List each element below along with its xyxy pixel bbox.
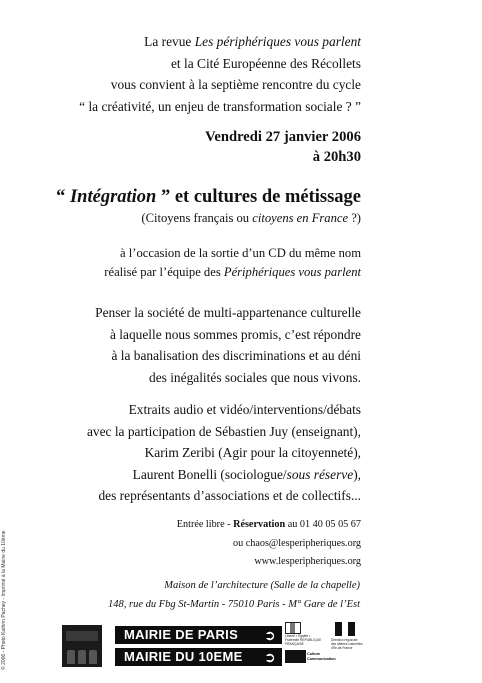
venue-name: Maison de l’architecture (Salle de la chapelle) (164, 580, 360, 591)
extraits-line-2: avec la participation de Sébastien Juy (enseignant), (86, 423, 361, 439)
intro-line-2: et la Cité Européenne des Récollets (170, 55, 361, 71)
cd-paragraph (104, 244, 361, 282)
intro-block (79, 31, 361, 117)
revue-name: Les périphériques vous parlent (194, 34, 361, 49)
extraits-paragraph (87, 399, 361, 507)
extraits-line-1: Extraits audio et vidéo/interventions/débats (128, 402, 361, 417)
event-date (205, 127, 361, 167)
event-subtitle: (Citoyens français ou citoyens en France ?) (141, 211, 361, 225)
penser-paragraph (95, 302, 361, 388)
marianne-icon (285, 622, 301, 634)
extraits-line-4: Laurent Bonelli (sociologue/sous réserve), (132, 466, 361, 482)
cd-line-2: réalisé par l’équipe des Périphériques vous parlent (104, 265, 361, 279)
cite-recollets-logo (62, 625, 102, 667)
venue-address: 148, rue du Fbg St-Martin - 75010 Paris - M° Gare de l’Est (108, 598, 360, 610)
extraits-line-3: Karim Zeribi (Agir pour la citoyenneté), (144, 445, 361, 460)
culture-communication-logo: Liberté • Égalité • Fraternité RÉPUBLIQUE FRANÇAISE Culture Communication (285, 620, 329, 664)
intro-line-4: “ la créativité, un enjeu de transformation sociale ? ” (79, 98, 361, 114)
event-day: Vendredi 27 janvier 2006 (205, 129, 361, 145)
reservation-label: Réservation (233, 519, 286, 530)
event-time: à 20h30 (312, 149, 361, 165)
photo-credit: © 2006 - Photo Kathrin Pachey - Imprimé à la Mairie du 10ème (1, 530, 7, 670)
mairie-arrow-icon: ➲ (263, 649, 277, 665)
penser-line-1: Penser la société de multi-appartenance culturelle (95, 305, 361, 320)
cd-line-1: à l’occasion de la sortie d’un CD du même nom (120, 246, 361, 260)
event-title: “ Intégration ” et cultures de métissage (56, 187, 361, 207)
contact-email[interactable]: ou chaos@lesperipheriques.org (232, 537, 361, 549)
mairie-du-10eme-logo: MAIRIE DU 10EME ➲ (115, 648, 282, 666)
republique-francaise-logo: Direction régionale des affaires culturelles d’Île-de-France (331, 620, 361, 664)
event-title-italic: Intégration (69, 187, 157, 207)
mairie-de-paris-logo: MAIRIE DE PARIS ➲ (115, 626, 282, 644)
reservation-line: Entrée libre - Réservation au 01 40 05 05 67 (176, 519, 361, 530)
contact-website[interactable]: www.lesperipheriques.org (254, 556, 361, 567)
penser-line-4: des inégalités sociales que nous vivons. (149, 369, 361, 385)
penser-line-2: à laquelle nous sommes promis, c’est répondre (109, 326, 361, 342)
intro-line-3: vous convient à la septième rencontre du cycle (110, 77, 361, 92)
penser-line-3: à la banalisation des discriminations et au déni (111, 348, 361, 363)
intro-line-1: La revue Les périphériques vous parlent (144, 34, 361, 49)
mairie-arrow-icon: ➲ (263, 627, 277, 643)
reservation-phone: au 01 40 05 05 67 (285, 519, 361, 530)
extraits-line-5: des représentants d’associations et de collectifs... (98, 488, 361, 503)
venue-block (108, 577, 360, 614)
tricolor-flag-icon (335, 622, 355, 636)
contact-block (177, 516, 361, 572)
